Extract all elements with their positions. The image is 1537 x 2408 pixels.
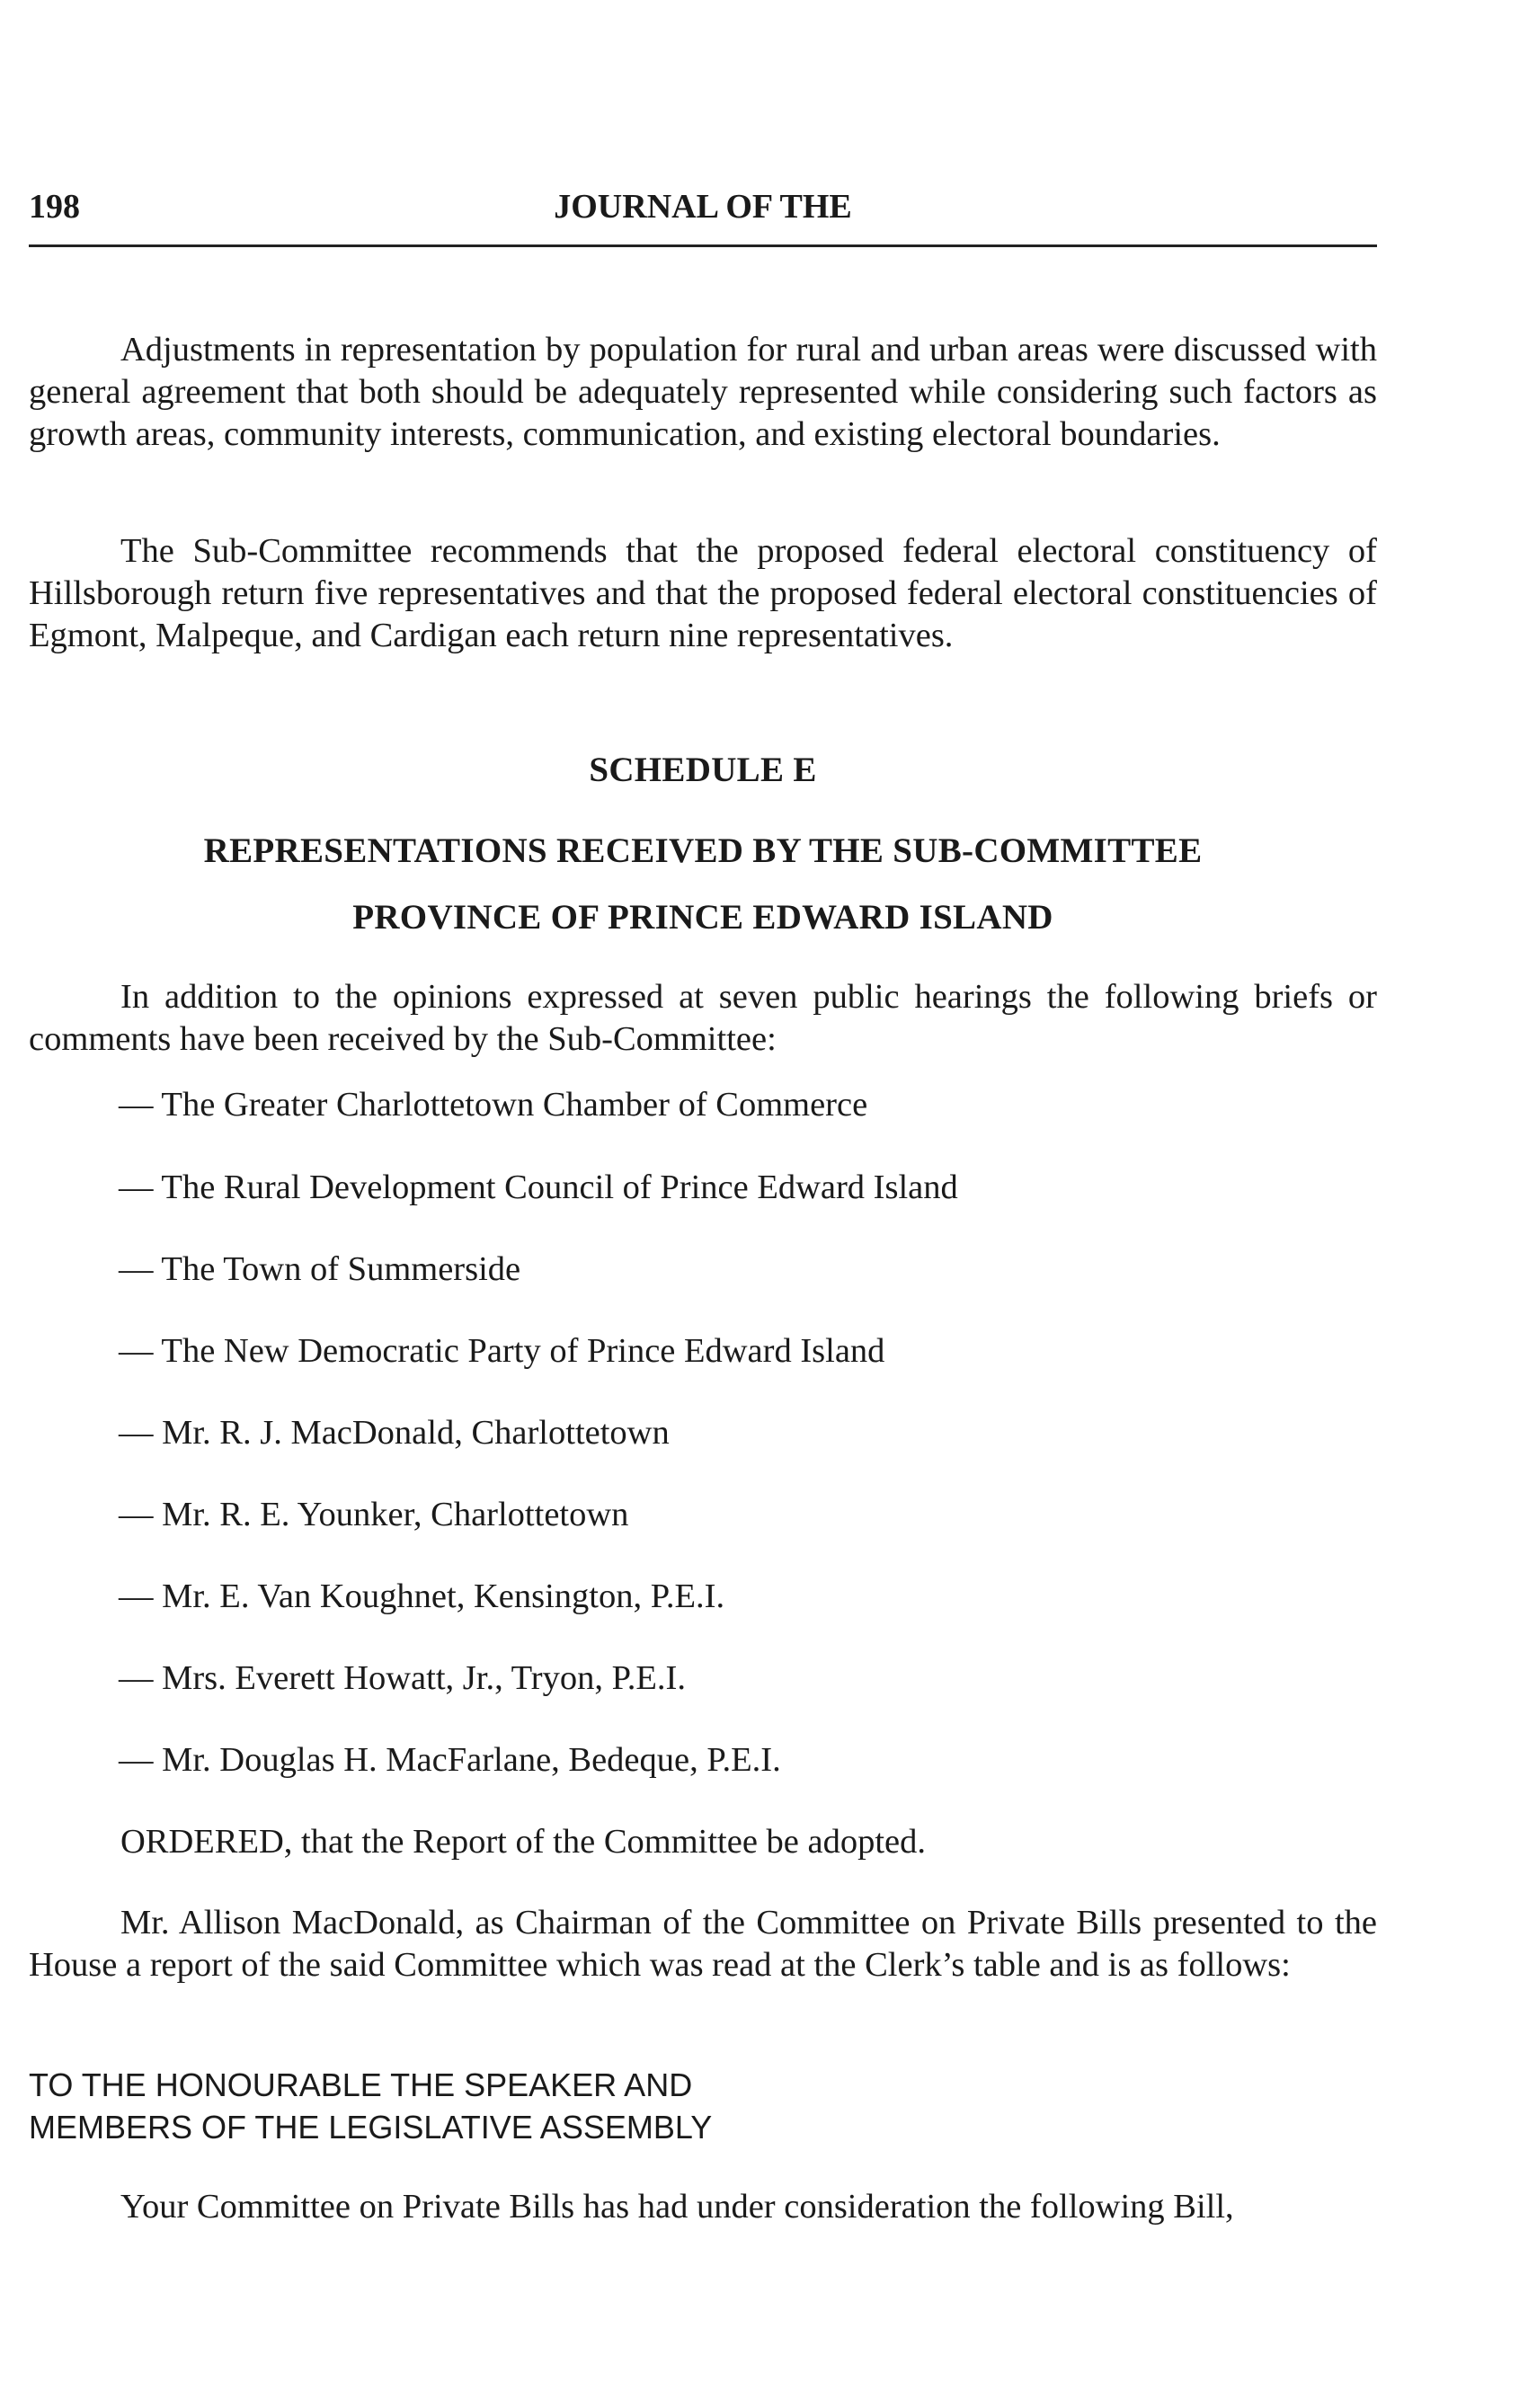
schedule-intro: In addition to the opinions expressed at seven public hearings the following briefs or comments have been received by the Sub-Committee: [29,978,1377,1058]
list-item: — The Town of Summerside [119,1250,521,1288]
list-item: — The New Democratic Party of Prince Edward Island [119,1332,885,1370]
paragraph-committee: Your Committee on Private Bills has had under consideration the following Bill, [120,2188,1234,2226]
paragraph-recommendation: The Sub-Committee recommends that the proposed federal electoral constituency of Hillsborough return five representatives and that the proposed federal electoral constituencies of Egmont, Malpeque, and Cardigan each return nine representatives. [29,532,1377,654]
address-line: MEMBERS OF THE LEGISLATIVE ASSEMBLY [29,2109,713,2146]
ordered-statement: ORDERED, that the Report of the Committee be adopted. [120,1823,927,1861]
paragraph-private-bills: Mr. Allison MacDonald, as Chairman of the Committee on Private Bills presented to the House a report of the said Committee which was read at the Clerk’s table and is as follows: [29,1904,1377,1984]
list-item: — The Rural Development Council of Prince Edward Island [119,1168,958,1206]
list-item: — The Greater Charlottetown Chamber of Commerce [119,1086,868,1124]
running-head [29,187,1377,232]
list-item: — Mr. E. Van Koughnet, Kensington, P.E.I. [119,1577,725,1615]
header-rule [29,244,1377,247]
list-item: — Mr. R. J. MacDonald, Charlottetown [119,1414,670,1452]
journal-page [29,0,1377,2408]
journal-title: JOURNAL OF THE [554,188,852,226]
schedule-subtitle: REPRESENTATIONS RECEIVED BY THE SUB-COMMITTEE [203,831,1203,870]
schedule-province: PROVINCE OF PRINCE EDWARD ISLAND [352,898,1053,937]
paragraph-adjustments: Adjustments in representation by population for rural and urban areas were discussed with general agreement that both should be adequately represented while considering such factors as growth areas, community interests, communication, and existing electoral boundaries. [29,331,1377,453]
list-item: — Mrs. Everett Howatt, Jr., Tryon, P.E.I. [119,1659,686,1697]
list-item: — Mr. R. E. Younker, Charlottetown [119,1496,629,1533]
page-number: 198 [29,188,80,226]
list-item: — Mr. Douglas H. MacFarlane, Bedeque, P.E.I. [119,1741,781,1779]
address-line: TO THE HONOURABLE THE SPEAKER AND [29,2066,693,2103]
schedule-title: SCHEDULE E [589,751,817,789]
